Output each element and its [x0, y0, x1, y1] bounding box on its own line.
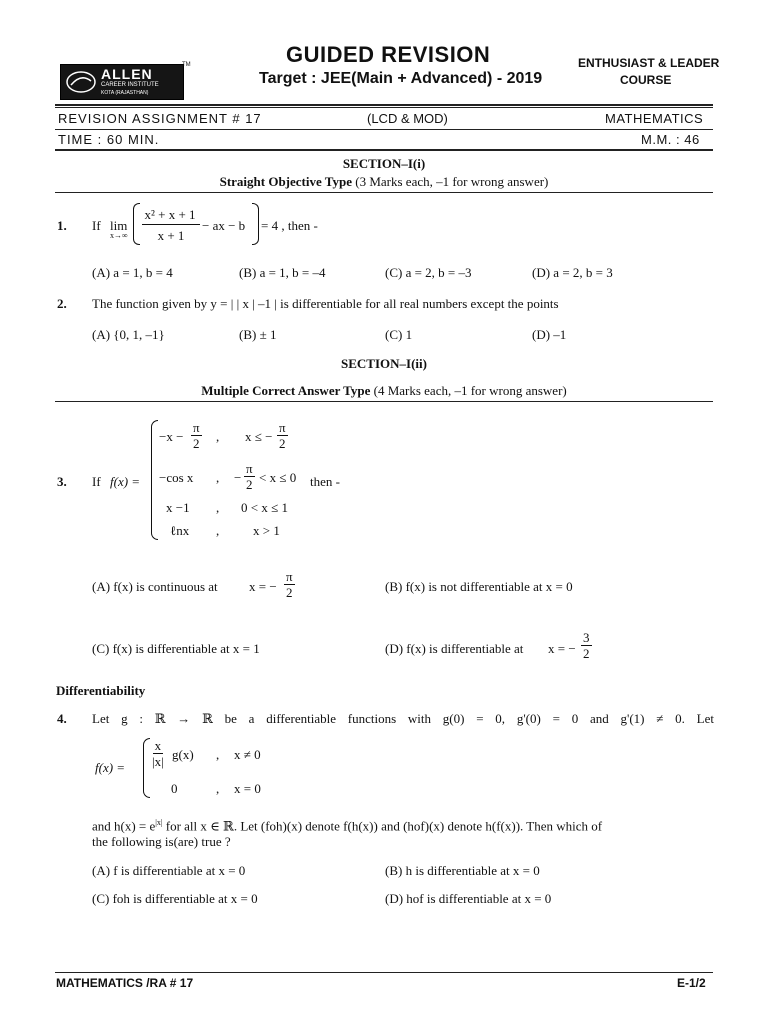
denominator: 2 [583, 646, 590, 661]
option-b[interactable]: (B) a = 1, b = –4 [239, 265, 326, 280]
section-type [0, 174, 768, 190]
q3-row3-expr: x −1 [166, 500, 190, 515]
q3-row2-cond-frac [242, 461, 257, 492]
option-b[interactable]: (B) ± 1 [239, 327, 277, 342]
q3-row1-comma: , [216, 429, 220, 444]
q4-row1-g: g(x) [172, 747, 194, 762]
allen-logo [60, 64, 184, 100]
q1-right-paren [252, 203, 259, 245]
q1-equals: = 4 , then - [261, 218, 318, 233]
denominator: 2 [246, 477, 253, 492]
q2-text: The function given by y = | | x | –1 | is differentiable for all real numbers except the points [92, 296, 559, 311]
q4-row1-cond: x ≠ 0 [234, 747, 261, 762]
q3-row2-cond-pre: − [234, 470, 242, 485]
option-c[interactable]: (C) a = 2, b = –3 [385, 265, 472, 280]
q4-line2-a: and h(x) = e [92, 818, 156, 834]
section-title: SECTION–I(ii) [341, 356, 427, 371]
logo-subtext: CAREER INSTITUTE [101, 82, 159, 88]
marks-label: M.M. : 46 [641, 132, 700, 147]
option-d-text: (D) f(x) is differentiable at [385, 641, 524, 656]
q1-lim: lim [110, 218, 128, 233]
option-a[interactable]: (A) f is differentiable at x = 0 [92, 863, 246, 878]
target-line: Target : JEE(Main + Advanced) - 2019 [259, 70, 543, 87]
question-number: 1. [57, 218, 67, 233]
q3-row2-cond-post: < x ≤ 0 [259, 470, 297, 485]
q3-row4-expr: ℓnx [170, 523, 190, 538]
q1-numerator: x² + x + 1 [144, 207, 196, 222]
q4-line2-sup: |x| [155, 818, 163, 827]
option-c[interactable]: (C) 1 [385, 327, 413, 342]
numerator: x [154, 738, 162, 753]
q4-line2 [92, 818, 602, 834]
option-d[interactable] [385, 630, 625, 666]
q1-if: If [92, 218, 101, 233]
topic-label: (LCD & MOD) [367, 111, 448, 126]
q3-if: If [92, 474, 101, 489]
q1-denominator: x + 1 [157, 228, 185, 243]
q4-line1: Let g : ℝ → ℝ be a differentiable functions with g(0) = 0, g'(0) = 0 and g'(1) ≠ 0. Let [92, 711, 714, 726]
header-rule-top [55, 104, 713, 106]
course-line-1: ENTHUSIAST & LEADER [578, 56, 720, 70]
pi-symbol: π [286, 569, 293, 584]
footer-left: MATHEMATICS /RA # 17 [56, 976, 194, 990]
q3-row2-expr: −cos x [159, 470, 194, 485]
option-d-frac [579, 630, 594, 661]
question-number: 2. [57, 296, 67, 311]
option-a[interactable]: (A) a = 1, b = 4 [92, 265, 173, 280]
pi-symbol: π [279, 420, 286, 435]
q4-row1-frac [148, 738, 168, 769]
q1-lim-sub: x→∞ [110, 231, 128, 240]
q3-row2-comma: , [216, 470, 220, 485]
denominator: |x| [152, 754, 164, 769]
q3-row4-cond: x > 1 [253, 523, 280, 538]
section-rule [55, 192, 713, 193]
q1-tail: − ax − b [202, 218, 246, 233]
q3-row4-comma: , [216, 523, 220, 538]
section-type-rest: (3 Marks each, –1 for wrong answer) [352, 174, 549, 189]
logo-city: KOTA (RAJASTHAN) [101, 90, 149, 96]
q3-row1-expr: −x − [159, 429, 184, 444]
logo-text: ALLEN [101, 66, 153, 82]
option-c[interactable]: (C) foh is differentiable at x = 0 [92, 891, 258, 906]
meta-rule-bottom [55, 149, 713, 151]
option-d[interactable]: (D) a = 2, b = 3 [532, 265, 613, 280]
course-line-2: COURSE [620, 73, 672, 87]
assignment-label: REVISION ASSIGNMENT # 17 [58, 111, 262, 126]
option-a[interactable] [92, 569, 332, 605]
option-d-math: x = − [548, 641, 576, 656]
q4-row1-comma: , [216, 747, 220, 762]
q3-row3-comma: , [216, 500, 220, 515]
option-d[interactable]: (D) hof is differentiable at x = 0 [385, 891, 552, 906]
q3-fx: f(x) = [110, 474, 141, 489]
q4-fx: f(x) = [95, 760, 126, 775]
section-type [0, 383, 768, 399]
numerator: 3 [583, 630, 590, 645]
q1-fraction-bar [142, 224, 200, 225]
q4-row2-expr: 0 [171, 781, 178, 796]
topic-heading: Differentiability [56, 683, 146, 698]
logo-emblem-icon [65, 69, 97, 95]
q3-then: then - [310, 474, 340, 489]
time-label: TIME : 60 MIN. [58, 132, 160, 147]
section-type-bold: Multiple Correct Answer Type [201, 383, 371, 398]
q3-brace [151, 420, 158, 540]
q1-left-paren [133, 203, 140, 245]
section-rule [55, 401, 713, 402]
option-a-text: (A) f(x) is continuous at [92, 579, 218, 594]
page-number: E-1/2 [677, 976, 706, 990]
q4-line3: the following is(are) true ? [92, 834, 231, 849]
q4-line2-b: for all x ∈ ℝ. Let (foh)(x) denote f(h(x)) and (hof)(x) denote h(f(x)). Then which of [162, 818, 603, 834]
q3-row1-cond-frac [275, 420, 290, 451]
denominator: 2 [193, 436, 200, 451]
option-a-math: x = − [249, 579, 277, 594]
section-title: SECTION–I(i) [342, 156, 426, 171]
section-type-rest: (4 Marks each, –1 for wrong answer) [370, 383, 567, 398]
subject-label: MATHEMATICS [605, 111, 704, 126]
q4-row2-cond: x = 0 [234, 781, 261, 796]
header-rule-top-thin [55, 107, 713, 108]
page-title: GUIDED REVISION [286, 42, 491, 67]
option-a[interactable]: (A) {0, 1, –1} [92, 327, 165, 342]
denominator: 2 [286, 585, 293, 600]
option-a-frac [282, 569, 297, 600]
logo-trademark: TM [182, 62, 191, 68]
question-number: 3. [57, 474, 67, 489]
q3-row3-cond: 0 < x ≤ 1 [241, 500, 288, 515]
footer-rule [55, 972, 713, 973]
section-type-bold: Straight Objective Type [219, 174, 352, 189]
meta-divider [55, 129, 713, 130]
option-c[interactable]: (C) f(x) is differentiable at x = 1 [92, 641, 260, 656]
option-b[interactable]: (B) f(x) is not differentiable at x = 0 [385, 579, 573, 594]
denominator: 2 [279, 436, 286, 451]
q3-row1-cond: x ≤ − [245, 429, 273, 444]
question-number: 4. [57, 711, 67, 726]
q4-row2-comma: , [216, 781, 220, 796]
q3-row1-frac [189, 420, 204, 451]
pi-symbol: π [193, 420, 200, 435]
option-d[interactable]: (D) –1 [532, 327, 567, 342]
option-b[interactable]: (B) h is differentiable at x = 0 [385, 863, 540, 878]
pi-symbol: π [246, 461, 253, 476]
